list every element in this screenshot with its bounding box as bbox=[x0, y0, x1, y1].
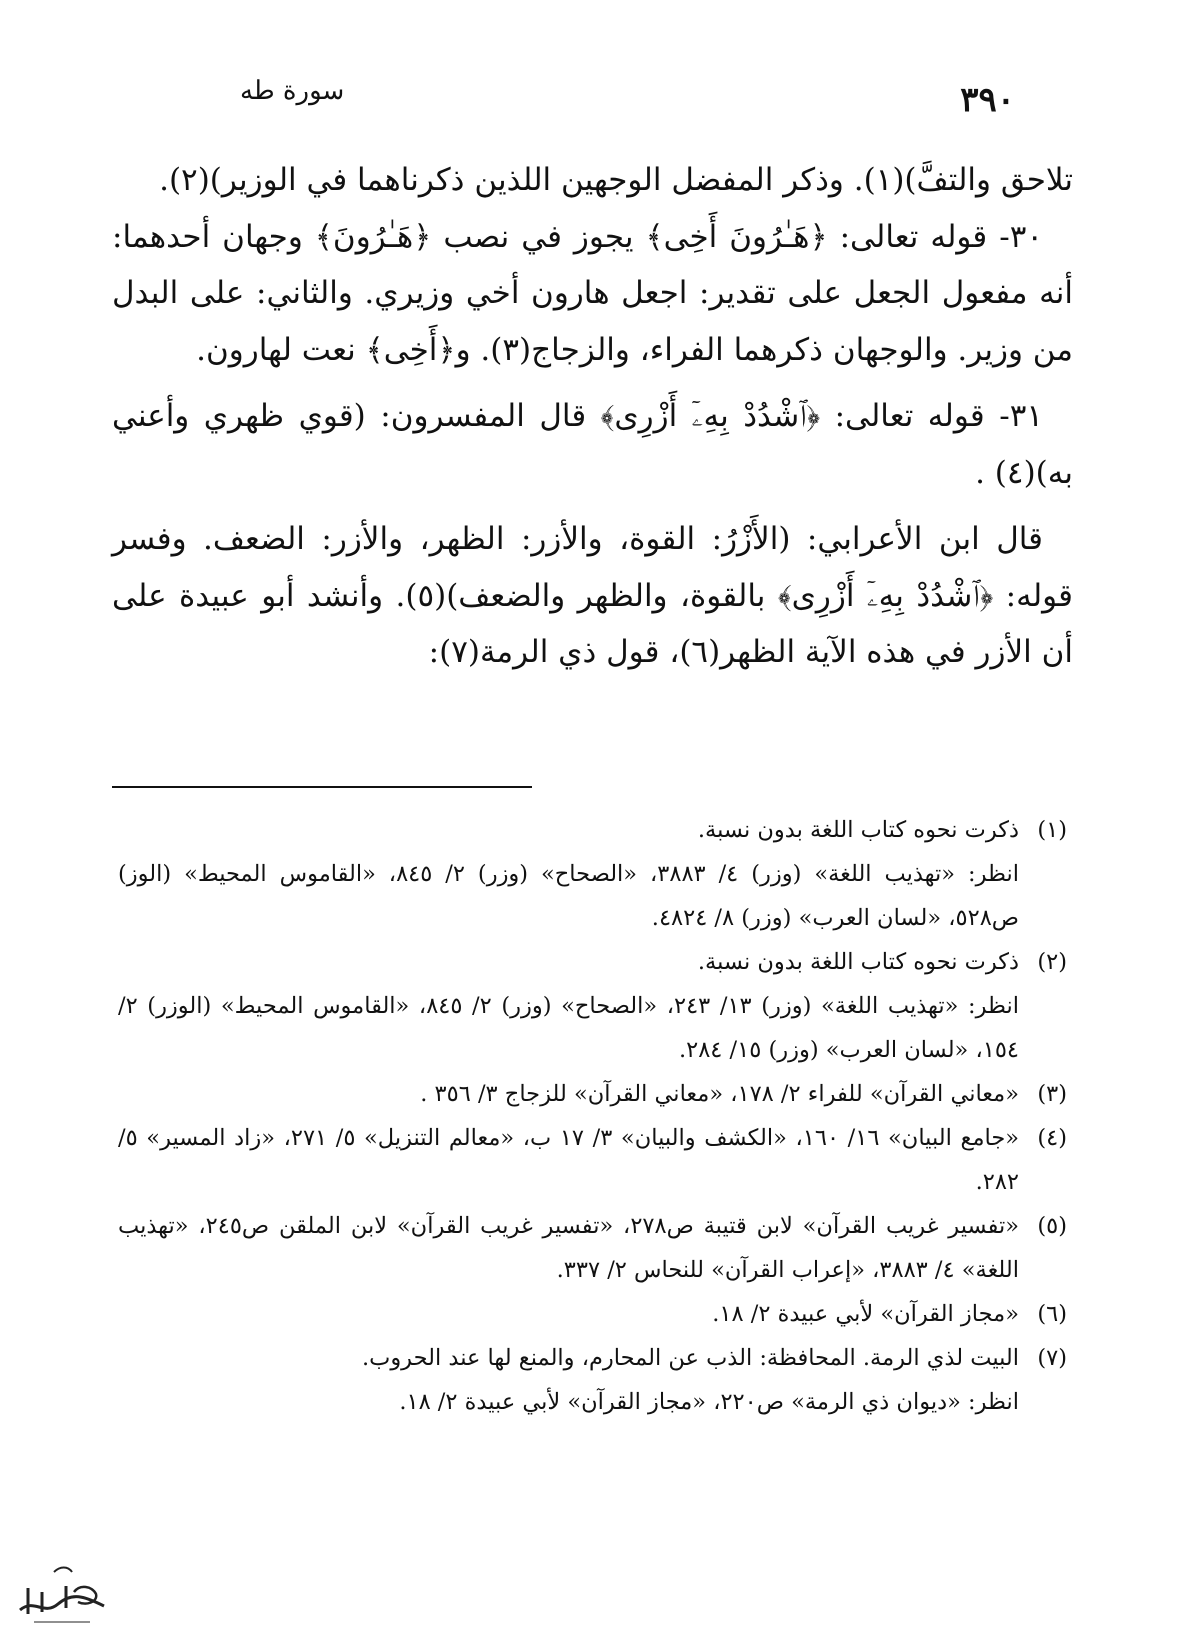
footnote-item bbox=[118, 1336, 1067, 1424]
footnote-number: (٢) bbox=[1037, 949, 1067, 975]
footnote-text: «معاني القرآن» للفراء ٢/ ١٧٨، «معاني القرآن» للزجاج ٣/ ٣٥٦ . bbox=[420, 1081, 1019, 1107]
footnote-text: «مجاز القرآن» لأبي عبيدة ٢/ ١٨. bbox=[712, 1301, 1019, 1327]
footnote-item bbox=[118, 1072, 1067, 1116]
footnote-item bbox=[118, 808, 1067, 940]
footnote-text: ذكرت نحوه كتاب اللغة بدون نسبة. bbox=[697, 949, 1019, 975]
page-header bbox=[160, 70, 1025, 120]
paragraph-verse-31: ٣١- قوله تعالى: ﴿ٱشْدُدْ بِهِۦٓ أَزْرِى﴾ قال المفسرون: (قوي ظهري وأعني به)(٤) . bbox=[112, 398, 1073, 491]
footnote-text: انظر: «تهذيب اللغة» (وزر) ٤/ ٣٨٨٣، «الصحاح» (وزر) ٢/ ٨٤٥، «القاموس المحيط» (الوز) ص٥٢٨، «لسان العرب» (وزر) ٨/ ٤٨٢٤. bbox=[118, 861, 1019, 931]
footnote-text: انظر: «تهذيب اللغة» (وزر) ١٣/ ٢٤٣، «الصحاح» (وزر) ٢/ ٨٤٥، «القاموس المحيط» (الوزر) ٢/ ١٥٤، «لسان العرب» (وزر) ١٥/ ٢٨٤. bbox=[118, 993, 1019, 1063]
footnote-item bbox=[118, 1204, 1067, 1292]
main-text bbox=[112, 152, 1073, 681]
page-number: ٣٩٠ bbox=[960, 80, 1015, 120]
paragraph-verse-30: ٣٠- قوله تعالى: ﴿هَـٰرُونَ أَخِى﴾ يجوز في نصب ﴿هَـٰرُونَ﴾ وجهان أحدهما: أنه مفعول الجعل على تقدير: اجعل هارون أخي وزيري. والثاني: على البدل من وزير. والوجهان ذكرهما الفراء، والزجاج(٣). و﴿أَخِى﴾ نعت لهارون. bbox=[112, 218, 1073, 368]
running-title: سورة طه bbox=[240, 76, 345, 106]
footnote-item bbox=[118, 1292, 1067, 1336]
footnote-number: (٥) bbox=[1037, 1213, 1067, 1239]
footnote-text: «جامع البيان» ١٦/ ١٦٠، «الكشف والبيان» ٣/ ١٧ ب، «معالم التنزيل» ٥/ ٢٧١، «زاد المسير» ٥/ ٢٨٢. bbox=[118, 1125, 1020, 1195]
footnote-number: (٧) bbox=[1037, 1345, 1067, 1371]
paragraph-ibn-alarabi: قال ابن الأعرابي: (الأَزْرُ: القوة، والأزر: الظهر، والأزر: الضعف. وفسر قوله: ﴿ٱشْدُدْ بِهِۦٓ أَزْرِى﴾ بالقوة، والظهر والضعف)(٥). وأنشد أبو عبيدة على أن الأزر في هذه الآية الظهر(٦)، قول ذي الرمة(٧): bbox=[112, 521, 1074, 670]
footnote-number: (١) bbox=[1037, 817, 1067, 843]
footnote-item bbox=[118, 940, 1067, 1072]
footnote-number: (٤) bbox=[1037, 1125, 1067, 1151]
footnote-item bbox=[118, 1116, 1067, 1204]
footnotes bbox=[118, 808, 1067, 1424]
publisher-seal-logo bbox=[14, 1558, 110, 1628]
footnote-number: (٣) bbox=[1037, 1081, 1067, 1107]
footnote-text: ذكرت نحوه كتاب اللغة بدون نسبة. bbox=[697, 817, 1019, 843]
footnote-text: انظر: «ديوان ذي الرمة» ص٢٢٠، «مجاز القرآن» لأبي عبيدة ٢/ ١٨. bbox=[399, 1389, 1019, 1415]
paragraph-continuation: تلاحق والتفَّ)(١). وذكر المفضل الوجهين اللذين ذكرناهما في الوزير)(٢). bbox=[159, 162, 1073, 198]
footnote-text: البيت لذي الرمة. المحافظة: الذب عن المحارم، والمنع لها عند الحروب. bbox=[361, 1345, 1019, 1371]
footnote-divider bbox=[112, 786, 532, 788]
footnote-number: (٦) bbox=[1037, 1301, 1067, 1327]
footnote-text: «تفسير غريب القرآن» لابن قتيبة ص٢٧٨، «تفسير غريب القرآن» لابن الملقن ص٢٤٥، «تهذيب اللغة» ٤/ ٣٨٨٣، «إعراب القرآن» للنحاس ٢/ ٣٣٧. bbox=[118, 1213, 1019, 1283]
